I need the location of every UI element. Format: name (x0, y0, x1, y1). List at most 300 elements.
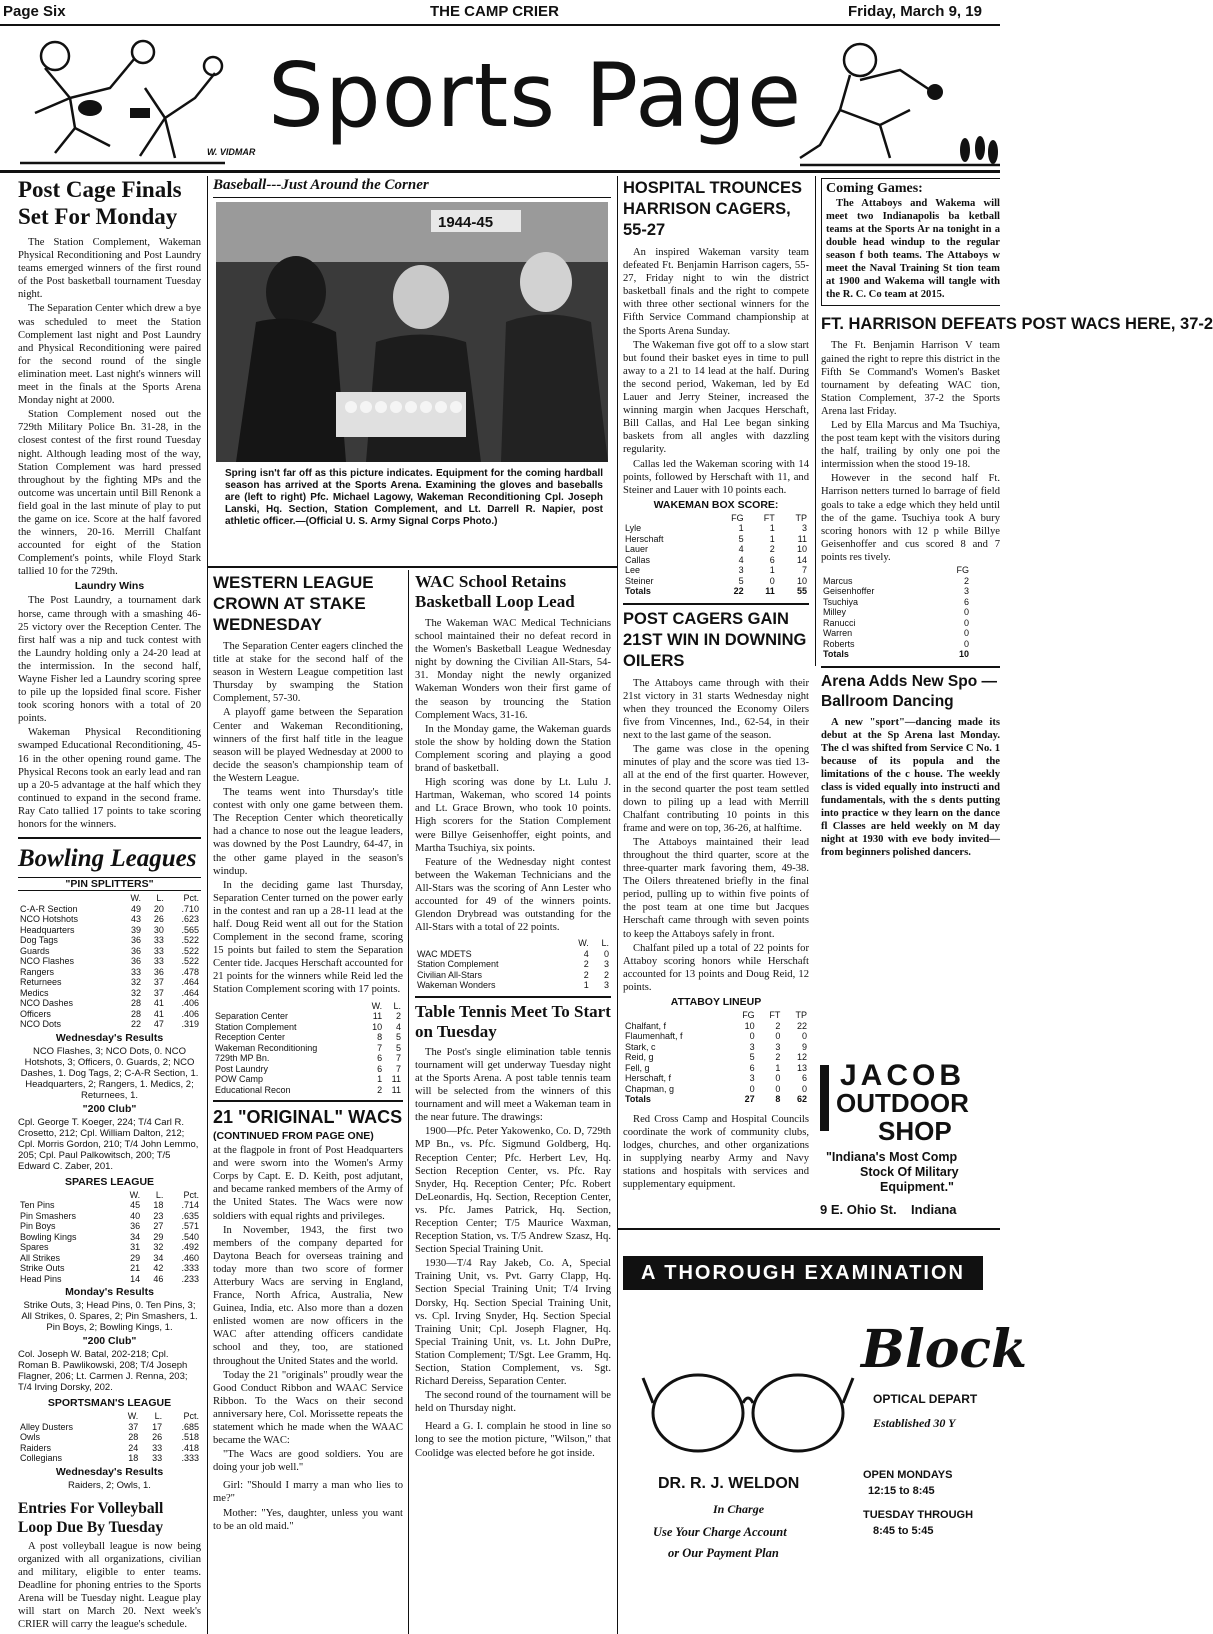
column-3 (623, 178, 809, 1192)
row-value: 0 (801, 1031, 807, 1042)
row-value: 7 (801, 565, 807, 576)
row-value: 0 (749, 1031, 755, 1042)
row-value: 10 (372, 1021, 383, 1032)
sportsman-results: Raiders, 2; Owls, 1. (68, 1479, 151, 1491)
row-value: 45 (130, 1200, 141, 1211)
row-value: 22 (796, 1020, 807, 1031)
jacob-bar (820, 1065, 829, 1131)
western-standings-row (213, 1074, 403, 1085)
row-value: .478 (181, 966, 199, 977)
row-value: 3 (603, 980, 609, 991)
spares-title: SPARES LEAGUE (64, 1175, 155, 1188)
pin-results-title: Wednesday's Results (55, 1031, 164, 1044)
row-label: Lee (625, 565, 641, 576)
row-value: 1 (769, 523, 775, 534)
row-value: 24 (128, 1442, 139, 1453)
jacob-tag1: "Indiana's Most Comp (826, 1150, 958, 1164)
row-label: Strike Outs (20, 1263, 65, 1274)
pin-results: NCO Flashes, 3; NCO Dots, 0. NCO Hotshots, 3; Officers, 0. Guards, 2; NCO Dashes, 1. Dog Tags, 2; C-A-R Section, 1. Headquarters, 2; Rangers, 1. Medics, 2; Returnees, 1. (20, 1045, 199, 1101)
row-value: .518 (181, 1432, 199, 1443)
row-value: 43 (130, 914, 141, 925)
row-value: 49 (130, 903, 141, 914)
row-label: Chalfant, f (625, 1020, 667, 1031)
sportsman-title: SPORTSMAN'S LEAGUE (47, 1397, 172, 1410)
post-cage-p1: The Station Complement, Wakeman Physical Reconditioning and Post Laundry teams emerged winners of the first round of the Post basketball tournament Tuesday night. (18, 237, 201, 301)
wac-school-p1: The Wakeman WAC Medical Technicians school maintained their no defeat record in the Women's Basketball League Wednesday night by downing the Civilian All-Stars, 54-31. Monday night the newly organized Wakeman Wonders won their first game of the season by trouncing the Station Complement Wacs, 31-16. (415, 618, 611, 721)
row-value: 11 (797, 533, 807, 544)
row-value: 20 (153, 903, 164, 914)
row-label: Milley (823, 607, 847, 618)
bowler-illustration (800, 30, 1000, 170)
pin-splitters-row (18, 925, 201, 936)
row-value: 42 (153, 1263, 164, 1274)
row-label: POW Camp (215, 1074, 264, 1085)
row-value: 7 (377, 1042, 383, 1053)
open-line1: OPEN MONDAYS (863, 1469, 953, 1481)
row-label: WAC MDETS (417, 948, 472, 959)
joke-1: Girl: "Should I marry a man who lies to me?" (213, 1480, 403, 1505)
masthead (0, 0, 1000, 170)
row-label: Wakeman Reconditioning (215, 1042, 318, 1053)
row-value: 1 (583, 980, 589, 991)
row-value: .406 (181, 1008, 199, 1019)
harrison-row (821, 639, 971, 650)
row-label: Medics (20, 987, 49, 998)
row-value: 9 (801, 1041, 807, 1052)
row-value: 7 (395, 1053, 401, 1064)
jacob-address (820, 1202, 1000, 1217)
wac-standings-row (415, 959, 611, 970)
wacs-p2: In November, 1943, the first two members of the company departed for Daytona Beach for overseas training and today more than two score of former Atterbury Wacs are serving in England, France, North Africa, Australia, New Guinea, India, etc. Also more than a dozen enlisted women are now officers in the WAC after attending officers candidate school and they, too, are stationed throughout the United States and the world. (213, 1224, 403, 1367)
row-value: 5 (395, 1032, 401, 1043)
row-label: Steiner (625, 575, 654, 586)
western-p1: The Separation Center eagers clinched the title at stake for the second half of the season in Western League competition last Thursday by swamping the Station Complement, 57-30. (213, 641, 403, 705)
hospital-p1: An inspired Wakeman varsity team defeated Ft. Benjamin Harrison cagers, 55-27, Friday night to win the district basketball finals and the right to compete with three other sectional winners for the Fifth Service Command championship at the Sports Arena Sunday. (623, 247, 809, 337)
row-value: 3 (603, 959, 609, 970)
row-label: Lauer (625, 544, 649, 555)
row-value: .635 (181, 1210, 199, 1221)
row-value: 36 (130, 1221, 141, 1232)
basketball-player-illustration (15, 28, 225, 168)
sportsman-table: W. L. Pct. Alley Dusters 37 17 .685 Owls 28 26 .518 Raiders 24 33 .418 Collegians 18 33 .333 (20, 1411, 199, 1464)
row-value: 2 (963, 575, 969, 586)
coming-games-headline: Coming Games: (826, 181, 923, 196)
row-value: 4 (738, 544, 744, 555)
row-value: 33 (153, 935, 164, 946)
row-label: Lyle (625, 523, 642, 534)
optical-ad (623, 1238, 1028, 1634)
post-cage-p4: The Post Laundry, a tournament dark horse, came through with a smashing 46-25 victory over the Reception Center. The first half was a nip and tuck contest with the Laundry holding only a 24-20 lead at the intermission. In the second half, Wayne Fisher led a Laundry scoring spree to pile up the lopsided final score. Fisher took scoring honors with a total of 20 points. (18, 595, 201, 725)
row-value: .418 (181, 1442, 199, 1453)
doctor-name: DR. R. J. WELDON (658, 1475, 800, 1492)
row-value: 36 (130, 945, 141, 956)
post-cage-headline: Post Cage Finals Set For Monday (18, 177, 182, 229)
row-value: 47 (153, 1019, 164, 1030)
ft-harrison-p3: However in the second half Ft. Harrison netters turned lo barrage of field goals to take a edge which they held until the of the game. Tsuchiya took A bury scoring honors with 12 p while Billye Geisenhoffer and cus scored 8 and 7 points res tively. (821, 473, 1000, 563)
wakeman-box-score: FG FT TP Lyle 1 1 3 Herschaft 5 1 11 Lauer 4 2 10 Callas 4 6 14 Lee 3 1 7 Steiner 5 0 10 Totals 22 11 55 (625, 512, 807, 597)
row-value: .233 (181, 1273, 199, 1284)
row-label: Herschaft (625, 533, 664, 544)
row-value: 12 (796, 1052, 807, 1063)
row-value: .333 (181, 1453, 199, 1464)
row-label: Station Complement (417, 959, 499, 970)
row-label: Owls (20, 1432, 40, 1443)
wac-school-p4: Feature of the Wednesday night contest between the Wakeman Technicians and the All-Stars was the scoring of Ann Lester who accounted for 49 of the winners points. Glendon Drybread was outstanding for the All-Stars with a total of 22 points. (415, 856, 611, 934)
row-value: 2 (775, 1020, 781, 1031)
photo-block (213, 178, 611, 568)
pin-splitters-row (18, 977, 201, 988)
row-value: 1 (769, 565, 775, 576)
oilers-p2: The game was close in the opening minutes of play and the score was tied 13-all at the end of the first quarter. However, in the second quarter the post team settled down to piling up a lead with Merrill Chalfant contributing 10 points in this frame and were on top, 36-26, at halftime. (623, 744, 809, 834)
row-label: Wakeman Wonders (417, 980, 496, 991)
wac-school-article (415, 572, 611, 1461)
table-tennis-p4: The second round of the tournament will be held on Thursday night. (415, 1390, 611, 1415)
row-value: 0 (775, 1073, 781, 1084)
hospital-p3: Callas led the Wakeman scoring with 14 points, followed by Herschaft with 11, and Steiner and Lauer with 10 points each. (623, 458, 809, 496)
row-label: Roberts (823, 638, 855, 649)
club200b: Col. Joseph W. Batal, 202-218; Cpl. Roman B. Pawlikowski, 208; T/4 Joseph Flagner, 206; Lt. Carmen J. Renna, 203; T/4 Irving Dorsky, 202. (18, 1349, 188, 1394)
volleyball-headline: Entries For Volleyball Loop Due By Tuesday (18, 1499, 164, 1536)
row-value: .710 (181, 903, 199, 914)
row-value: 23 (153, 1210, 164, 1221)
row-value: .492 (181, 1242, 199, 1253)
row-label: Tsuchiya (823, 596, 859, 607)
eyeglasses-illustration (643, 1358, 853, 1458)
western-standings-row (213, 1022, 403, 1033)
row-value: 37 (128, 1421, 139, 1432)
row-label: Head Pins (20, 1273, 62, 1284)
harrison-row (821, 576, 971, 587)
western-p2: A playoff game between the Separation Center and Wakeman Reconditioning, winners of the first half title in the league season will be played Wednesday at 2000 to decide the season's championship team of the Western League. (213, 707, 403, 784)
row-value: 46 (153, 1273, 164, 1284)
row-value: 41 (153, 1008, 164, 1019)
harrison-row (821, 628, 971, 639)
row-value: 1 (377, 1074, 383, 1085)
wacs-p4: "The Wacs are good soldiers. You are doing your job well." (213, 1449, 403, 1474)
row-value: 2 (377, 1084, 383, 1095)
jacob-tag3: Equipment." (880, 1180, 954, 1194)
pin-splitters-table: W. L. Pct. C-A-R Section 49 20 .710 NCO Hotshots 43 26 .623 Headquarters 39 30 .565 Dog Tags 36 33 .522 Guards 36 33 .522 NCO Flashes 36 33 .522 Rangers 33 36 .478 Returnees 32 37 .464 Medics 32 37 .464 NCO Dashes 28 41 .406 Officers 28 41 .406 NCO Dots 22 47 .319 (20, 893, 199, 1030)
spares-table: W. L. Pct. Ten Pins 45 18 .714 Pin Smashers 40 23 .635 Pin Boys 36 27 .571 Bowling Kings 34 29 .540 Spares 31 32 .492 All Strikes 29 34 .460 Strike Outs 21 42 .333 Head Pins 14 46 .233 (20, 1189, 199, 1284)
ad-divider (617, 1228, 1000, 1230)
row-value: 6 (749, 1062, 755, 1073)
wac-standings-row (415, 970, 611, 981)
row-value: 1 (769, 533, 775, 544)
row-value: 2 (583, 959, 589, 970)
row-label: Ranucci (823, 617, 856, 628)
row-value: 32 (153, 1242, 164, 1253)
row-label: C-A-R Section (20, 903, 78, 914)
spares-row (18, 1232, 201, 1243)
row-label: Reception Center (215, 1032, 286, 1043)
row-value: 11 (391, 1084, 401, 1095)
row-value: 28 (128, 1432, 139, 1443)
row-value: 2 (775, 1052, 781, 1063)
row-value: 3 (801, 523, 807, 534)
western-p3: The teams went into Thursday's title contest with only one game between them. The Reception Center which theoretically had a chance to nose out the league leaders, was downed by the Post Laundry, 64-47, in the other game played in the season's windup. (213, 787, 403, 877)
post-cage-subhead: Laundry Wins (74, 580, 145, 593)
pin-splitters-row (18, 914, 201, 925)
table-tennis-p3: 1930—T/4 Ray Jakeb, Co. A, Special Training Unit, vs. Pvt. Garry Clapp, Hq. Section Special Training Unit; T/4 Irving Dorsky, Hq. Section Special Training Unit, vs. Cpl. Irving Snyder, Hq. Section Special Training Unit; Cpl. Joseph Flagner, Hq. Special Training Unit, vs. Lt. John DuPre, Station Complement; T/Sgt. Lee Gramm, Hq. Section, Station Complement, vs. Sgt. Richard Dereiss, Separation Center. (415, 1258, 611, 1388)
spares-row (18, 1253, 201, 1264)
row-label: Warren (823, 628, 853, 639)
in-charge: In Charge (713, 1502, 765, 1516)
row-value: 36 (130, 935, 141, 946)
row-value: 6 (769, 554, 775, 565)
row-value: .460 (181, 1252, 199, 1263)
harrison-row (821, 618, 971, 629)
row-value: 2 (395, 1011, 401, 1022)
sportsman-row (18, 1443, 201, 1454)
spares-results: Strike Outs, 3; Head Pins, 0. Ten Pins, 3; All Strikes, 0. Spares, 2; Pin Smashers, 1. Pin Boys, 2; Bowling Kings, 1. (21, 1300, 198, 1334)
row-value: 18 (153, 1200, 164, 1211)
wacs-p1: at the flagpole in front of Post Headquarters and were sworn into the Women's Army Corps by Capt. E. D. Keith, post adjutant, and became ranked members of the Army of the United States. The Wacs were now soldiers with equal rights and privileges. (213, 1145, 403, 1222)
page-title: Sports Page (268, 44, 803, 147)
row-value: 3 (963, 586, 969, 597)
row-value: .565 (181, 924, 199, 935)
jacob-line3: SHOP (878, 1116, 952, 1146)
western-standings-row (213, 1085, 403, 1096)
row-value: 0 (603, 948, 609, 959)
western-standings-row (213, 1053, 403, 1064)
western-standings-row (213, 1064, 403, 1075)
row-label: Guards (20, 945, 50, 956)
photo-header: Baseball---Just Around the Corner (213, 178, 611, 198)
pin-splitters-title: "PIN SPLITTERS" (18, 877, 201, 891)
row-label: Educational Recon (215, 1084, 291, 1095)
row-value: 21 (130, 1263, 141, 1274)
row-label: Fell, g (625, 1062, 650, 1073)
western-p4: In the deciding game last Thursday, Separation Center turned on the power early in the contest and ran up a 28-11 lead at the half. Doug Reid went all out for the Station Complement in the second frame, scoring 15 points but failed to stem the Separation Center tide. Jacques Herschaft accounted for 21 points for the winners while Reid led the Station Complement scoring with 17 points. (213, 879, 403, 996)
row-value: 22 (130, 1019, 141, 1030)
row-value: 6 (377, 1053, 383, 1064)
row-value: .522 (181, 945, 199, 956)
lineup-title: ATTABOY LINEUP (670, 996, 762, 1009)
row-label: Ten Pins (20, 1200, 55, 1211)
pin-splitters-row (18, 935, 201, 946)
box-score-row (623, 544, 809, 555)
jacob-address-city: Indiana (911, 1202, 957, 1217)
sportsman-results-title: Wednesday's Results (55, 1465, 164, 1478)
row-label: NCO Dots (20, 1019, 62, 1030)
lineup-row (623, 1021, 809, 1032)
row-label: Marcus (823, 575, 853, 586)
row-value: 0 (963, 607, 969, 618)
lineup-row (623, 1073, 809, 1084)
table-tennis-p1: The Post's single elimination table tennis tournament will get underway Tuesday night at the Sports Arena. A post table tennis team will be selected from the winners of this tournament and will meet a Wakeman team in the near future. The drawings: (415, 1046, 611, 1124)
charge-line1: Use Your Charge Account (653, 1525, 787, 1539)
box-score-row (623, 523, 809, 534)
box-score-row (623, 555, 809, 566)
artist-signature: W. VIDMAR (207, 147, 256, 157)
dancing-p1: A new "sport"—dancing made its debut at the Sp Arena last Monday. The cl was shifted from Service C No. 1 because of its popula and the limitations of the c house. The weekly class is vided equally into instructi and fundamentals, with the s dents putting into practice w they learn on the dance fl Classes are held weekly on M day night at 1930 with eve body invited—from beginners polished dancers. (821, 716, 1000, 859)
row-value: 3 (749, 1073, 755, 1084)
row-value: 30 (153, 924, 164, 935)
row-value: 0 (769, 575, 775, 586)
row-value: .571 (181, 1221, 199, 1232)
ft-harrison-p2: Led by Ella Marcus and Ma Tsuchiya, the post team kept with the visitors during the half, trailing by only one poi the intermission when the stood 19-18. (821, 420, 1000, 471)
row-value: .540 (181, 1231, 199, 1242)
row-value: 33 (152, 1442, 163, 1453)
row-label: Rangers (20, 966, 55, 977)
pin-splitters-row (18, 904, 201, 915)
post-cage-p3: Station Complement nosed out the 729th Military Police Bn. 31-28, in the closest contest of the first round Tuesday night. Although leading most of the way, Station Complement was hard pressed throughout by the fighting MPs and the outcome was uncertain until Bill Renonk a field goal in the last minute of play to put the game on ice. Score at the half favored the winners, 20-16. Merrill Chalfant accounted for eight of the Station Complement's points, while Floyd Stark tallied 10 for the 729th. (18, 409, 201, 578)
row-value: 33 (152, 1453, 163, 1464)
row-value: 31 (130, 1242, 141, 1253)
wac-standings-row (415, 949, 611, 960)
joke-2: Mother: "Yes, daughter, unless you want to be an old maid." (213, 1507, 403, 1532)
row-value: 3 (738, 565, 744, 576)
ft-harrison-p1: The Ft. Benjamin Harrison V team gained the right to repre this district in the Fifth Se Command's Women's Basket tournament by defeating WAC tion, Station Complement, 37-2 the Sports Arena last Friday. (821, 340, 1000, 417)
sportsman-row (18, 1432, 201, 1443)
row-value: 6 (801, 1073, 807, 1084)
wac-school-headline: WAC School Retains Basketball Loop Lead (415, 572, 575, 611)
row-label: Herschaft, f (625, 1073, 672, 1084)
column-1 (18, 176, 201, 1632)
row-label: Chapman, g (625, 1083, 675, 1094)
row-value: 34 (130, 1231, 141, 1242)
pin-splitters-row (18, 998, 201, 1009)
lineup-row (623, 1063, 809, 1074)
box-score-row (623, 534, 809, 545)
row-value: 4 (583, 948, 589, 959)
spares-results-title: Monday's Results (65, 1286, 154, 1299)
row-value: 2 (603, 969, 609, 980)
page-number: Page Six (3, 3, 66, 20)
ft-harrison-table: FG Marcus 2 Geisenhoffer 3 Tsuchiya 6 Milley 0 Ranucci 0 Warren 0 Roberts 0 Totals 10 (823, 565, 969, 660)
row-value: 3 (775, 1041, 781, 1052)
row-label: Separation Center (215, 1011, 289, 1022)
box-score-title: WAKEMAN BOX SCORE: (653, 498, 779, 511)
row-value: 5 (738, 575, 744, 586)
sportsman-row (18, 1453, 201, 1464)
column-rule-2a (408, 570, 409, 1634)
ft-harrison-headline: FT. HARRISON DEFEATS POST WACS HERE, 37-2 (821, 315, 1213, 334)
row-value: 5 (749, 1052, 755, 1063)
row-value: 26 (153, 914, 164, 925)
exam-banner: A THOROUGH EXAMINATION (623, 1256, 983, 1290)
row-value: 13 (796, 1062, 807, 1073)
row-value: 40 (130, 1210, 141, 1221)
row-value: .406 (181, 998, 199, 1009)
oilers-p4: Chalfant piled up a total of 22 points for Attaboy scoring honors while Herschaft accounted for 13 points and Doug Reid, 12 points. (623, 942, 809, 993)
jacob-line2: OUTDOOR (836, 1088, 969, 1118)
club200b-title: "200 Club" (82, 1335, 137, 1348)
spares-row (18, 1274, 201, 1285)
open-line3: TUESDAY THROUGH (863, 1509, 974, 1521)
row-value: 33 (130, 966, 141, 977)
spares-row (18, 1242, 201, 1253)
row-value: 8 (377, 1032, 383, 1043)
masthead-bottom-rule (0, 170, 1000, 173)
spares-row (18, 1211, 201, 1222)
column-rule-1 (207, 176, 208, 1634)
row-value: 14 (130, 1273, 141, 1284)
row-label: Station Complement (215, 1021, 297, 1032)
table-tennis-p2: 1900—Pfc. Peter Yakowenko, Co. D, 729th MP Bn., vs. Pfc. Sigmund Goldberg, Hq. Reception Center; Pfc. Herbert Lev, Hq. Section Reception Center, vs. Pfc. Ray Snyder, Hq. Reception Center; Pfc. Robert DeLeonardis, Hq. Section, Reception Center, vs. Pfc. James Patrick, Hq. Section, Reception Center; T/5 Maurice Waxman, Reception Station, vs. T/5 Andrew Szasz, Hq. Section Special Training Unit. (415, 1126, 611, 1256)
row-value: 0 (749, 1083, 755, 1094)
row-value: .522 (181, 935, 199, 946)
row-value: 10 (796, 544, 807, 555)
box-score-row (623, 565, 809, 576)
wacs-headline: 21 "ORIGINAL" WACS (213, 1107, 403, 1128)
lineup-row (623, 1084, 809, 1095)
row-label: Post Laundry (215, 1063, 269, 1074)
wac-standings-row (415, 980, 611, 991)
row-value: 29 (153, 1231, 164, 1242)
open-line2: 12:15 to 8:45 (868, 1485, 935, 1497)
photo-caption: Spring isn't far off as this picture indicates. Equipment for the coming hardball season has arrived at the Sports Arena. Examining the gloves and baseballs are (left to right) Pfc. Michael Lagowy, Wakeman Reconditioning Cpl. Joseph Lanski, Hq. Section, Station Complement, and Lt. Darrell R. Napier, post athletic officer.—(Official U. S. Army Signal Corps Photo.) (225, 468, 603, 527)
jacob-ad (820, 1060, 1000, 1200)
wacs-continued: (CONTINUED FROM PAGE ONE) (213, 1130, 374, 1143)
row-label: Collegians (20, 1453, 63, 1464)
post-cage-p2: The Separation Center which drew a bye was scheduled to meet the Station Complement last night and Post Laundry and Physical Reconditioning were paired for the second round of the single elimination meet. Last night's winners will meet in the finals at the Sports Arena Monday night at 2000. (18, 303, 201, 407)
oilers-headline: POST CAGERS GAIN 21ST WIN IN DOWNING OILERS (623, 609, 807, 670)
row-value: 0 (963, 617, 969, 628)
row-value: 37 (153, 977, 164, 988)
row-value: 39 (130, 924, 141, 935)
optical-department: OPTICAL DEPART (873, 1392, 978, 1406)
row-value: 28 (130, 1008, 141, 1019)
western-standings-row (213, 1032, 403, 1043)
row-value: 14 (796, 554, 807, 565)
oilers-p1: The Attaboys came through with their 21st victory in 31 starts Wednesday night when they trounced the Economy Oilers five from Vincennes, Ind., 62-54, in their next to the last game of the season. (623, 677, 809, 742)
row-value: 28 (130, 998, 141, 1009)
row-value: 1 (775, 1062, 781, 1073)
row-value: .522 (181, 956, 199, 967)
row-value: 4 (738, 554, 744, 565)
row-value: 32 (130, 977, 141, 988)
wac-school-p2: In the Monday game, the Wakeman guards stole the show by holding down the Station Complement scoring and playing a good brand of basketball. (415, 723, 611, 775)
western-league-article (213, 572, 403, 1534)
row-value: 17 (152, 1421, 163, 1432)
row-value: 37 (153, 987, 164, 998)
jacob-address-street: 9 E. Ohio St. (820, 1202, 897, 1217)
column-4 (821, 178, 1213, 958)
pin-splitters-row (18, 967, 201, 978)
spares-row (18, 1200, 201, 1211)
block-logo: Block (861, 1319, 1028, 1380)
row-value: 6 (963, 596, 969, 607)
wac-school-p3: High scoring was done by Lt. Lulu J. Hartman, Wakeman, who scored 14 points and Lt. Grace Brown, who took 10 points. High scorers for the Station Complement were Billye Geisenhoffer, eight points, and Martha Tsuchiya, six points. (415, 777, 611, 854)
spares-row (18, 1221, 201, 1232)
row-value: 0 (963, 638, 969, 649)
row-value: 5 (738, 533, 744, 544)
column-rule-3 (815, 176, 816, 666)
lineup-row (623, 1031, 809, 1042)
table-tennis-headline: Table Tennis Meet To Start on Tuesday (415, 1001, 611, 1041)
row-value: 18 (128, 1453, 139, 1464)
row-label: Stark, c (625, 1041, 656, 1052)
spares-row (18, 1263, 201, 1274)
joke-3: Heard a G. I. complain he stood in line so long to see the motion picture, "Wilson," that Coolidge was elected before he got inside. (415, 1421, 611, 1459)
paper-name: THE CAMP CRIER (430, 3, 559, 20)
oilers-p3: The Attaboys maintained their lead throughout the third quarter, score at the three-quarter mark favoring them, 49-38. The Oilers threatened briefly in the final period, pulling up to within five points of the post team at one time but Jacques Herschaft came through with seven points to keep the Attaboys safely in front. (623, 836, 809, 940)
row-value: 36 (153, 966, 164, 977)
volleyball-p1: A post volleyball league is now being organized with all organizations, civilian and military, eligible to enter teams. Deadline for phoning entries to the Sports Arena will be Tuesday night. League play will start on March 20. Next week's CRIER will carry the league's schedule. (18, 1540, 201, 1631)
hospital-headline: HOSPITAL TROUNCES HARRISON CAGERS, 55-27 (623, 179, 803, 239)
row-value: 2 (583, 969, 589, 980)
row-label: Flaumenhaft, f (625, 1031, 683, 1042)
row-value: .623 (181, 914, 199, 925)
lineup-row (623, 1042, 809, 1053)
row-label: 729th MP Bn. (215, 1053, 270, 1064)
established-line: Established 30 Y (873, 1416, 956, 1430)
row-value: 10 (796, 575, 807, 586)
attaboy-lineup: FG FT TP Chalfant, f 10 2 22 Flaumenhaft, f 0 0 0 Stark, c 3 3 9 Reid, g 5 2 12 Fell, g 6 1 13 Herschaft, f 3 0 6 Chapman, g 0 0 0 Totals 27 8 62 (625, 1010, 807, 1105)
row-value: 29 (130, 1252, 141, 1263)
row-value: 34 (153, 1252, 164, 1263)
